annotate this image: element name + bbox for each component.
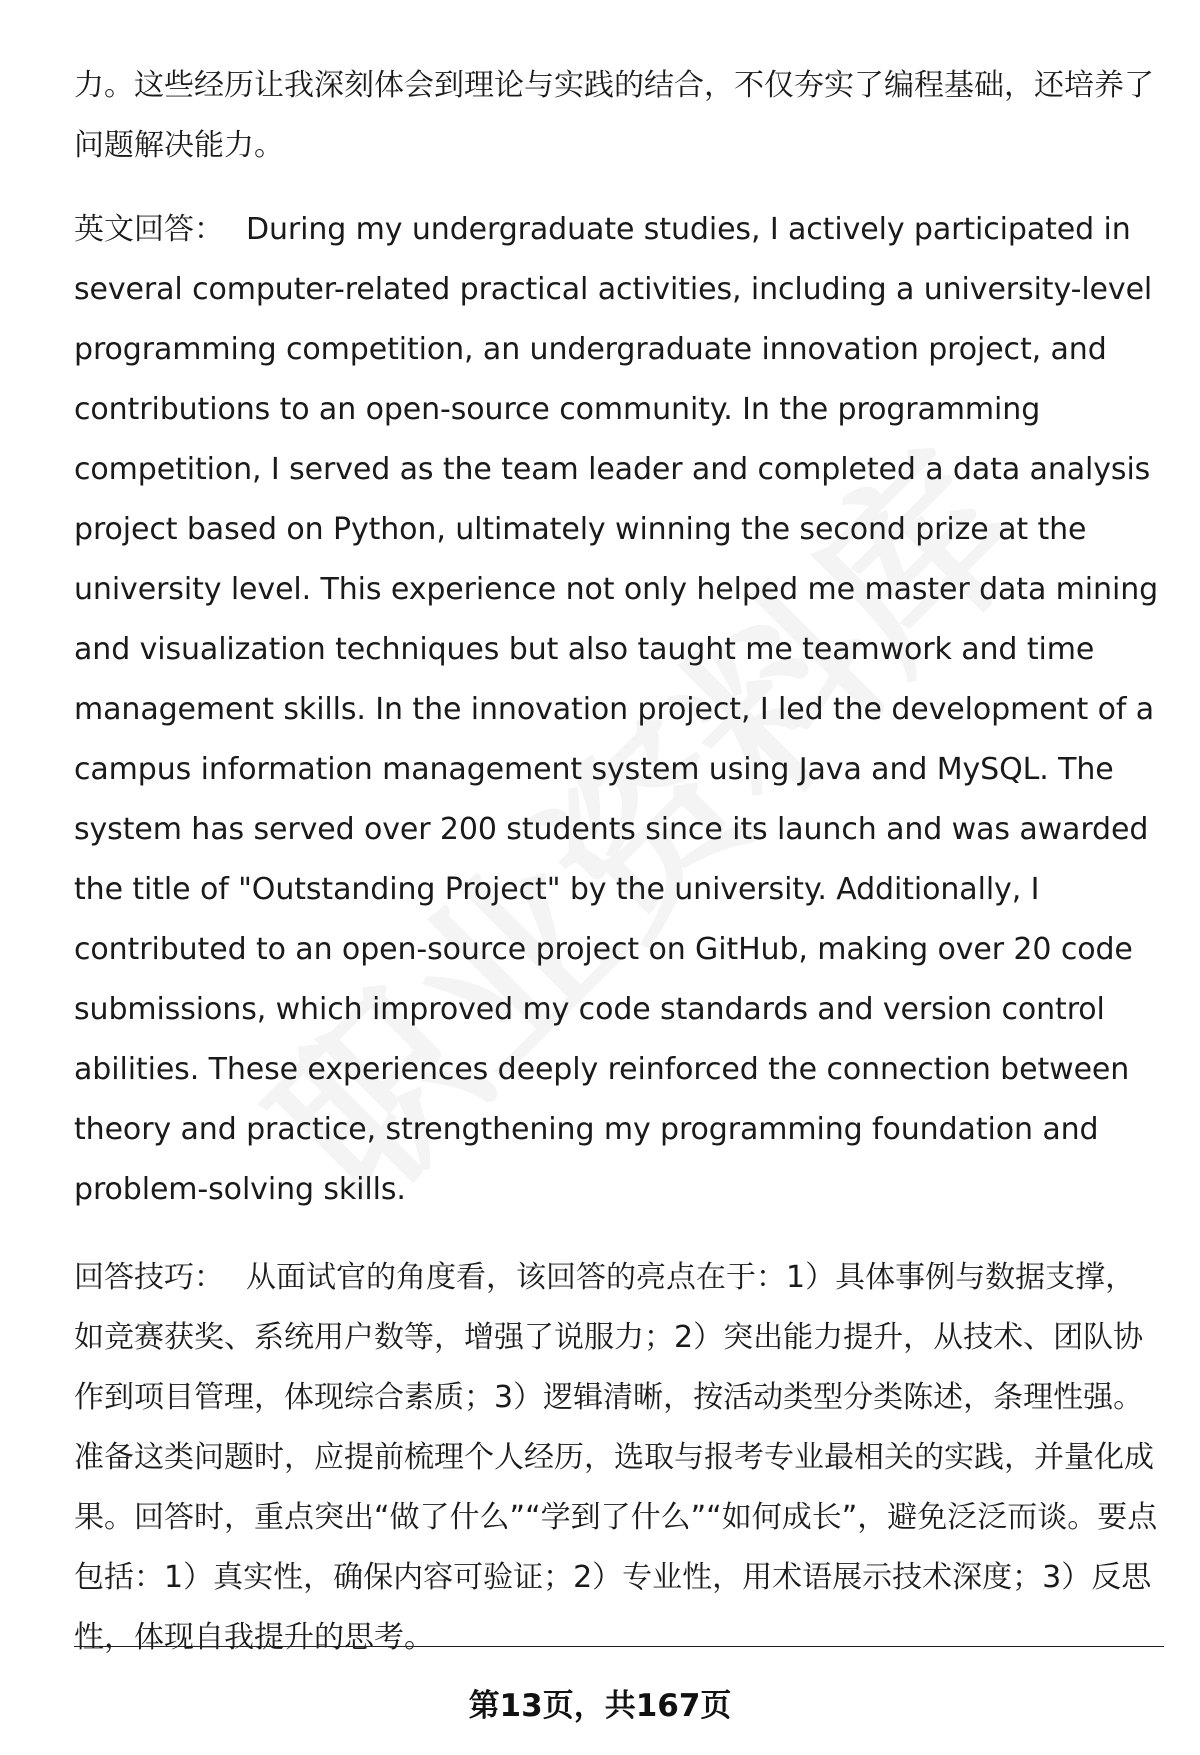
english-answer-label: 英文回答： xyxy=(74,212,224,247)
intro-continuation-paragraph: 力。这些经历让我深刻体会到理论与实践的结合，不仅夯实了编程基础，还培养了问题解决能力。 xyxy=(74,68,1154,163)
english-answer-text: During my undergraduate studies, I actively participated in several computer-related practical activities, including a university-level programming competition, an undergraduate innovation project, and contributions to an open-source community. In the programming competition, I served as the team leader and completed a data analysis project based on Python, ultimately winning the second prize at the university level. This experience not only helped me master data mining and visualization techniques but also taught me teamwork and time management skills. In the innovation project, I led the development of a campus information management system using Java and MySQL. The system has served over 200 students since its launch and was awarded the title of "Outstanding Project" by the university. Additionally, I contributed to an open-source project on GitHub, making over 20 code submissions, which improved my code standards and version control abilities. These experiences deeply reinforced the connection between theory and practice, strengthening my programming foundation and problem-solving skills. xyxy=(74,212,1159,1207)
english-answer-paragraph xyxy=(74,200,1164,1220)
footer-divider xyxy=(74,1646,1164,1647)
page-number: 第13页，共167页 xyxy=(468,1688,732,1724)
document-page xyxy=(74,56,1164,1668)
tips-text: 从面试官的角度看，该回答的亮点在于：1）具体事例与数据支撑，如竞赛获奖、系统用户数等，增强了说服力；2）突出能力提升，从技术、团队协作到项目管理，体现综合素质；3）逻辑清晰，按活动类型分类陈述，条理性强。准备这类问题时，应提前梳理个人经历，选取与报考专业最相关的实践，并量化成果。回答时，重点突出“做了什么”“学到了什么”“如何成长”，避免泛泛而谈。要点包括：1）真实性，确保内容可验证；2）专业性，用术语展示技术深度；3）反思性，体现自我提升的思考。 xyxy=(74,1260,1158,1655)
tips-label: 回答技巧： xyxy=(74,1260,224,1295)
tips-paragraph xyxy=(74,1248,1164,1668)
